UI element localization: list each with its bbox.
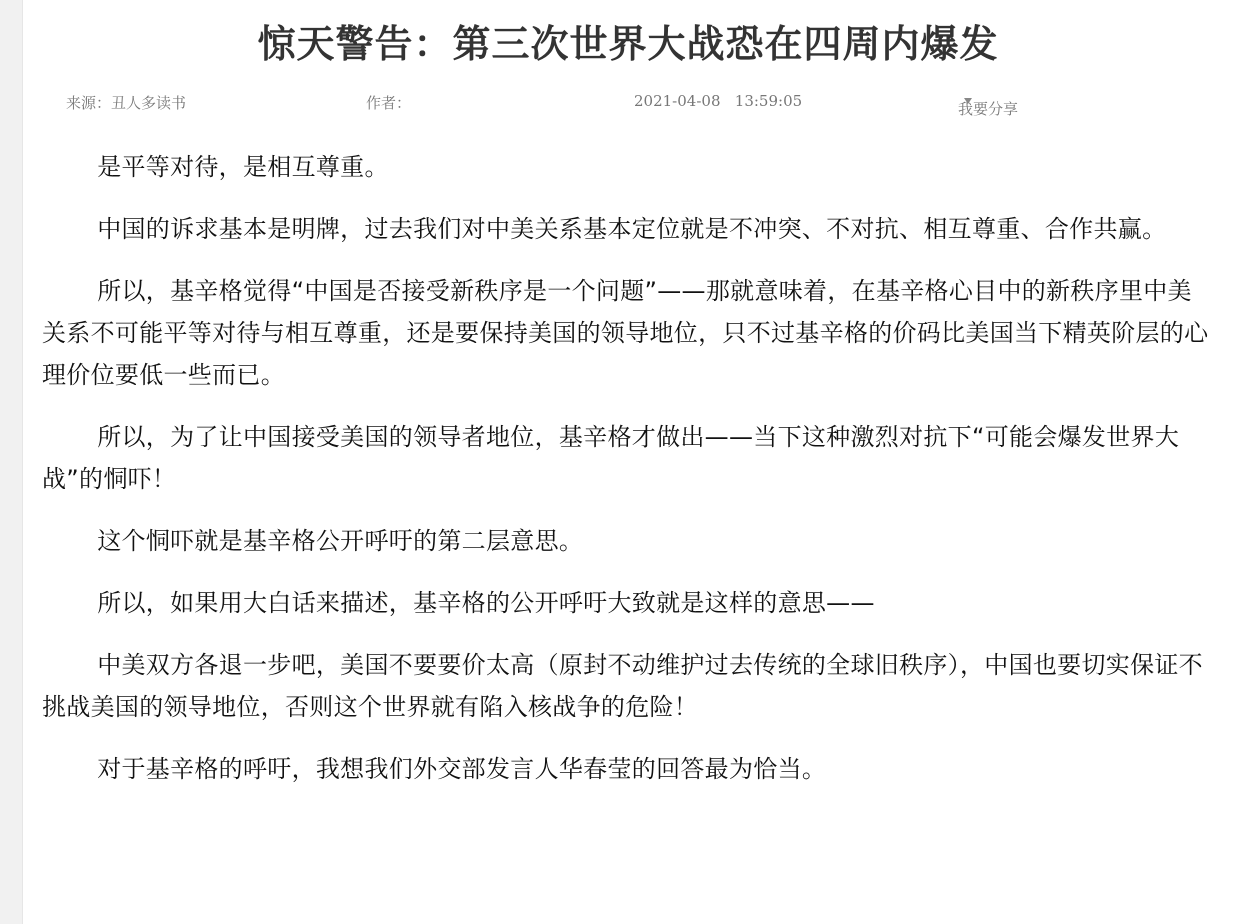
paragraph: 所以，基辛格觉得“中国是否接受新秩序是一个问题”——那就意味着，在基辛格心目中的新秩序里中美关系不可能平等对待与相互尊重，还是要保持美国的领导地位，只不过基辛格的价码比美国当下精英阶层的心理价位要低一些而已。	[42, 277, 1209, 389]
article-title: 惊天警告：第三次世界大战恐在四周内爆发	[257, 22, 999, 66]
paragraph: 这个恫吓就是基辛格公开呼吁的第二层意思。	[97, 527, 584, 555]
left-rail	[0, 0, 23, 924]
paragraph: 中国的诉求基本是明牌，过去我们对中美关系基本定位就是不冲突、不对抗、相互尊重、合作共赢。	[97, 215, 1167, 243]
paragraph: 中美双方各退一步吧，美国不要要价太高（原封不动维护过去传统的全球旧秩序），中国也要切实保证不挑战美国的领导地位，否则这个世界就有陷入核战争的危险！	[42, 651, 1203, 721]
caret-down-icon[interactable]	[964, 98, 972, 104]
article	[42, 0, 1214, 924]
article-body	[42, 146, 1214, 810]
paragraph: 所以，如果用大白话来描述，基辛格的公开呼吁大致就是这样的意思——	[97, 589, 875, 617]
paragraph: 所以，为了让中国接受美国的领导者地位，基辛格才做出——当下这种激烈对抗下“可能会爆发世界大战”的恫吓！	[42, 423, 1180, 493]
publish-datetime: 2021-04-08 13:59:05	[634, 92, 803, 110]
paragraph: 是平等对待，是相互尊重。	[97, 153, 389, 181]
share-label[interactable]: 我要分享	[958, 100, 1019, 118]
article-meta	[42, 88, 1214, 118]
paragraph: 对于基辛格的呼吁，我想我们外交部发言人华春莹的回答最为恰当。	[97, 755, 827, 783]
source-label: 来源：丑人多读书	[66, 94, 187, 112]
author-label: 作者：	[366, 94, 412, 112]
